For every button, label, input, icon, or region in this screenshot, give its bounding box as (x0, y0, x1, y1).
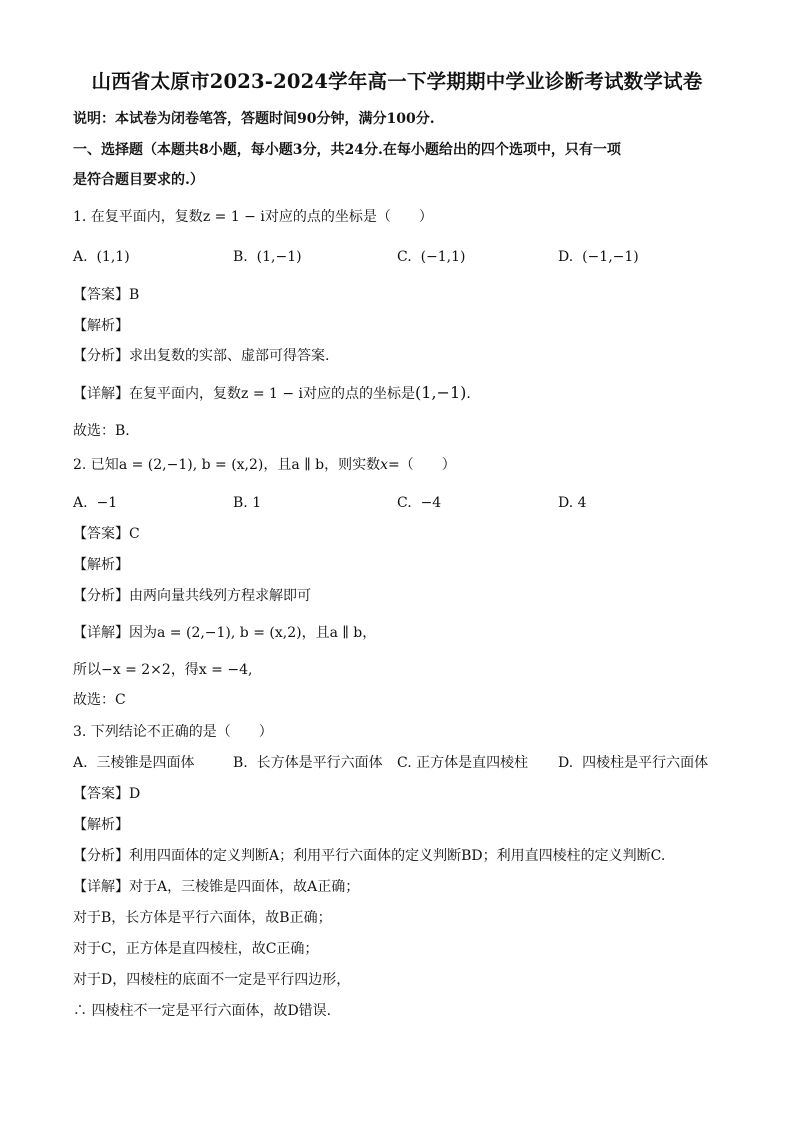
q2-option-c-label: C. (397, 495, 412, 511)
q1-detail-end: . (466, 386, 471, 402)
q1-stem-pre: 1. 在复平面内，复数 (73, 209, 203, 225)
q1-option-b-label: B. (233, 249, 248, 265)
q2-detail (73, 623, 376, 643)
q1-option-c-label: C. (397, 249, 412, 265)
q1-detail-mid: 对应的点的坐标是 (303, 386, 416, 402)
q2-stem-parallel: a ∥ b (291, 457, 325, 473)
q2-answer: 【答案】C (73, 526, 140, 542)
q2-option-c (397, 493, 441, 513)
q1-detail-pre: 【详解】在复平面内，复数 (73, 386, 241, 402)
q1-option-a-value: (1,1) (96, 249, 130, 265)
section-heading-line2: 是符合题目要求的.） (73, 172, 204, 188)
q1-answer: 【答案】B (73, 287, 140, 303)
q3-option-d-value: 四棱柱是平行六面体 (582, 755, 709, 771)
q2-option-d (558, 493, 587, 513)
q2-detail-pre: 【详解】因为 (73, 625, 157, 641)
q2-stem-math: a = (2,−1), b = (x,2) (118, 457, 264, 473)
q1-option-c (397, 247, 466, 267)
q2-option-b (233, 493, 261, 513)
q2-so-mid: ，得 (170, 662, 199, 678)
q2-detail-mid: ，且 (301, 625, 330, 641)
q2-stem-mid: ，且 (263, 457, 292, 473)
q3-stem: 3. 下列结论不正确的是（ ） (73, 724, 273, 740)
q1-option-b-value: (1,−1) (256, 249, 302, 265)
q3-option-a (73, 753, 194, 773)
section-heading-line1: 一、选择题（本题共8小题，每小题3分，共24分.在每小题给出的四个选项中，只有一项 (73, 142, 621, 158)
q3-option-b-label: B. (233, 755, 248, 771)
q2-option-a-label: A. (73, 495, 88, 511)
q1-detail (73, 383, 471, 404)
q2-option-c-value: −4 (420, 495, 442, 511)
q2-option-b-value: 1 (252, 495, 262, 511)
q1-detail-math: z = 1 − i (241, 386, 304, 402)
q3-option-c-value: 正方体是直四棱柱 (416, 755, 529, 771)
q2-stem-end: =（ ） (387, 457, 456, 473)
q1-detail-coord: (1,−1) (415, 383, 467, 402)
q2-conclusion: 故选：C (73, 692, 126, 708)
q3-detail-d: 对于D，四棱柱的底面不一定是平行四边形， (73, 972, 351, 988)
q3-detail-b: 对于B，长方体是平行六面体，故B正确； (73, 910, 332, 926)
q2-detail-math: a = (2,−1), b = (x,2) (157, 625, 302, 641)
q1-option-a-label: A. (73, 249, 88, 265)
q2-option-d-value: 4 (577, 495, 587, 511)
q2-stem (73, 455, 456, 475)
q3-option-b (233, 753, 383, 773)
q2-detail-parallel: a ∥ b (329, 625, 363, 641)
q3-option-a-label: A. (73, 755, 88, 771)
q1-option-b (233, 247, 302, 267)
page-title: 山西省太原市2023-2024学年高一下学期期中学业诊断考试数学试卷 (91, 70, 703, 93)
q1-option-a (73, 247, 130, 267)
q1-stem-post: 对应的点的坐标是（ ） (264, 209, 433, 225)
q1-option-c-value: (−1,1) (420, 249, 466, 265)
q3-option-b-value: 长方体是平行六面体 (256, 755, 383, 771)
q2-analysis: 【分析】由两向量共线列方程求解即可 (73, 588, 311, 604)
q3-analysis: 【分析】利用四面体的定义判断A；利用平行六面体的定义判断BD；利用直四棱柱的定义判断C. (73, 848, 666, 864)
q1-conclusion: 故选：B. (73, 423, 130, 439)
q1-analysis: 【分析】求出复数的实部、虚部可得答案. (73, 348, 330, 364)
q1-option-d-value: (−1,−1) (582, 249, 639, 265)
q2-stem-post: ，则实数 (324, 457, 381, 473)
q2-so-line (73, 660, 252, 680)
q3-option-c (397, 753, 528, 773)
q3-answer: 【答案】D (73, 786, 141, 802)
q3-jiexi: 【解析】 (73, 817, 129, 833)
q1-jiexi: 【解析】 (73, 318, 129, 334)
exam-note: 说明：本试卷为闭卷笔答，答题时间90分钟，满分100分. (73, 111, 435, 127)
q2-detail-end: ， (362, 625, 377, 641)
q3-detail-conclusion: ∴ 四棱柱不一定是平行六面体，故D错误. (73, 1003, 332, 1019)
q2-so-math: −x = 2×2 (101, 662, 171, 678)
q2-so-result: x = −4, (198, 662, 253, 678)
q2-option-b-label: B. (233, 495, 248, 511)
q3-option-c-label: C. (397, 755, 412, 771)
q2-option-a-value: −1 (96, 495, 118, 511)
q1-stem-math: z = 1 − i (202, 209, 265, 225)
q3-option-d (558, 753, 708, 773)
q3-detail-c: 对于C，正方体是直四棱柱，故C正确； (73, 941, 319, 957)
q2-so-pre: 所以 (73, 662, 101, 678)
q2-option-a (73, 493, 117, 513)
q3-option-a-value: 三棱锥是四面体 (96, 755, 195, 771)
q1-option-d (558, 247, 639, 267)
q2-stem-var: x (380, 457, 388, 473)
q1-stem (73, 207, 433, 227)
q3-option-d-label: D. (558, 755, 574, 771)
q3-detail: 【详解】对于A，三棱锥是四面体，故A正确； (73, 879, 360, 895)
q2-option-d-label: D. (558, 495, 574, 511)
q2-jiexi: 【解析】 (73, 557, 129, 573)
q1-option-d-label: D. (558, 249, 574, 265)
q2-stem-pre: 2. 已知 (73, 457, 119, 473)
